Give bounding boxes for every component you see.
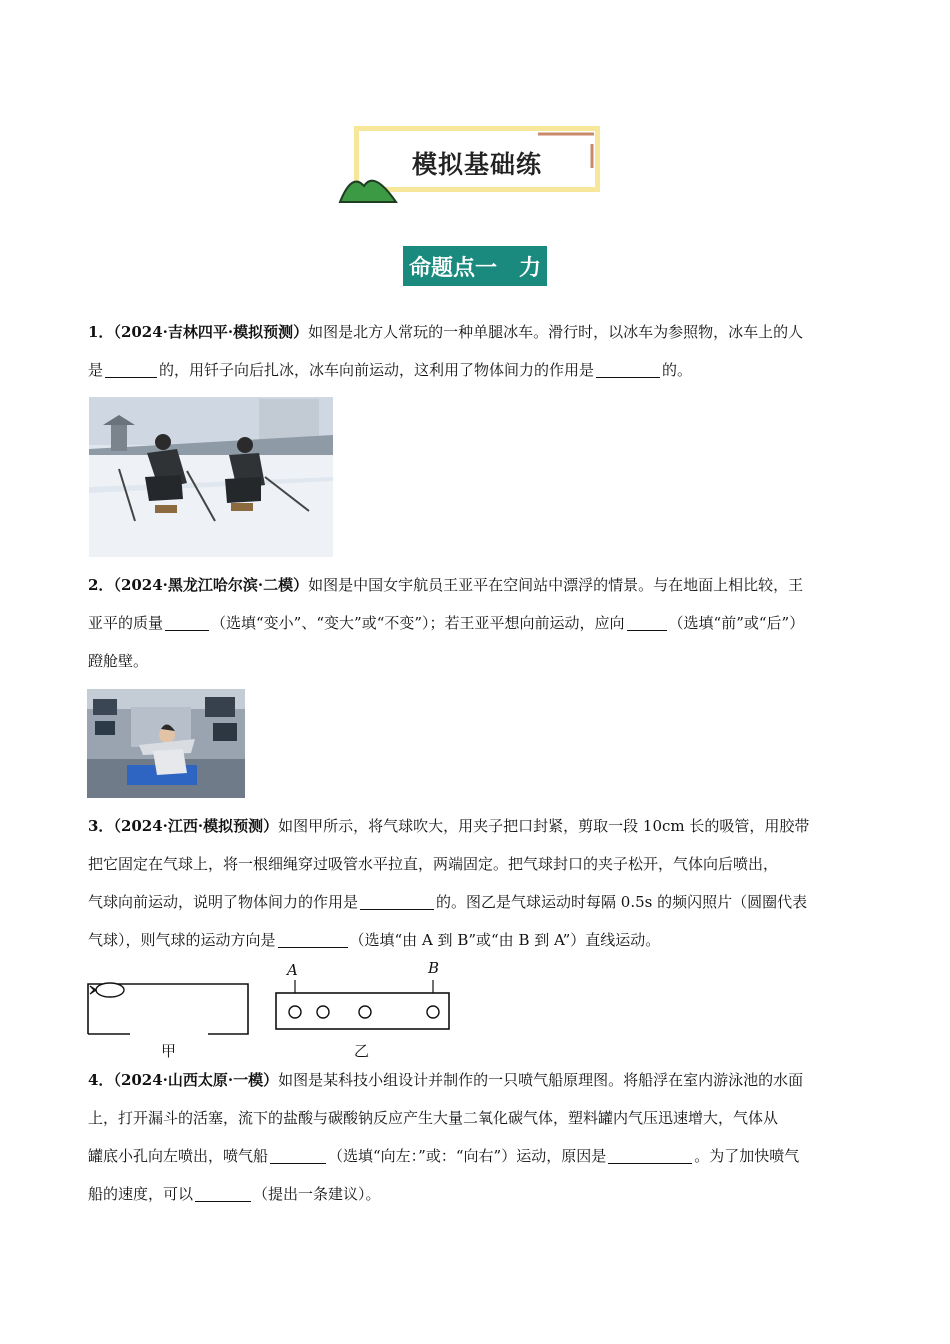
answer-blank[interactable] xyxy=(360,908,434,910)
q2-source: （2024·黑龙江哈尔滨·二模） xyxy=(113,576,309,594)
q2-text: （选填“变小”、“变大”或“不变”）；若王亚平想向前运动，应向 xyxy=(211,614,625,632)
q1-source: （2024·吉林四平·模拟预测） xyxy=(113,323,309,341)
q1-number: 1． xyxy=(88,323,114,341)
q2-text: （选填“前”或“后”） xyxy=(668,614,805,632)
q4-text: 如图是某科技小组设计并制作的一只喷气船原理图。将船浮在室内游泳池的水面 xyxy=(278,1071,804,1089)
figure-label-jia: 甲 xyxy=(161,1042,177,1060)
q1-text: 的。 xyxy=(662,361,693,379)
question-2 xyxy=(88,566,872,680)
q4-text: 罐底小孔向左喷出，喷气船 xyxy=(88,1147,269,1165)
ice-sled-photo xyxy=(89,397,333,557)
q3-text: 气球），则气球的运动方向是 xyxy=(88,931,276,949)
point-b-label: B xyxy=(428,959,440,977)
answer-blank[interactable] xyxy=(165,629,209,631)
q3-number: 3． xyxy=(88,817,114,835)
answer-blank[interactable] xyxy=(270,1162,326,1164)
figure-yi-strobe xyxy=(274,978,452,1032)
q2-text: 亚平的质量 xyxy=(88,614,164,632)
question-4 xyxy=(88,1061,872,1213)
question-3 xyxy=(88,807,872,959)
q1-text: 的，用钎子向后扎冰，冰车向前运动，这利用了物体间力的作用是 xyxy=(159,361,595,379)
q4-number: 4． xyxy=(88,1071,114,1089)
q4-text: 船的速度，可以 xyxy=(88,1185,194,1203)
figure-label-yi: 乙 xyxy=(354,1042,370,1060)
q3-source: （2024·江西·模拟预测） xyxy=(113,817,279,835)
q4-text: （提出一条建议）。 xyxy=(253,1185,381,1203)
q4-text: （选填“向左：”或：“向右”）运动，原因是 xyxy=(328,1147,607,1165)
answer-blank[interactable] xyxy=(195,1200,251,1202)
q1-text: 是 xyxy=(88,361,104,379)
point-a-label: A xyxy=(287,961,298,979)
q3-text: 如图甲所示，将气球吹大，用夹子把口封紧，剪取一段 10cm 长的吸管，用胶带 xyxy=(278,817,810,835)
q3-text: 气球向前运动，说明了物体间力的作用是 xyxy=(88,893,359,911)
space-station-photo xyxy=(87,689,245,798)
topic-label: 命题点一 xyxy=(408,255,497,281)
q3-text: （选填“由 A 到 B”或“由 B 到 A”）直线运动。 xyxy=(349,931,661,949)
q2-number: 2． xyxy=(88,576,114,594)
q1-text: 如图是北方人常玩的一种单腿冰车。滑行时，以冰车为参照物，冰车上的人 xyxy=(308,323,804,341)
q3-text: 的。图乙是气球运动时每隔 0.5s 的频闪照片（圆圈代表 xyxy=(436,893,808,911)
answer-blank[interactable] xyxy=(278,946,348,948)
topic-name: 力 xyxy=(519,255,542,281)
q4-text: 。为了加快喷气 xyxy=(694,1147,800,1165)
q2-text: 如图是中国女宇航员王亚平在空间站中漂浮的情景。与在地面上相比较，王 xyxy=(308,576,804,594)
q4-source: （2024·山西太原·一模） xyxy=(113,1071,279,1089)
answer-blank[interactable] xyxy=(608,1162,692,1164)
mountain-icon xyxy=(338,168,402,204)
answer-blank[interactable] xyxy=(596,376,660,378)
banner-deco-icon xyxy=(520,128,600,172)
section-title: 模拟基础练 xyxy=(411,150,542,179)
answer-blank[interactable] xyxy=(627,629,667,631)
q2-text: 蹬舱壁。 xyxy=(88,652,149,670)
q3-text: 把它固定在气球上，将一根细绳穿过吸管水平拉直，两端固定。把气球封口的夹子松开，气体向后喷出， xyxy=(88,855,779,873)
topic-header xyxy=(403,246,547,286)
q4-text: 上，打开漏斗的活塞，流下的盐酸与碳酸钠反应产生大量二氧化碳气体，塑料罐内气压迅速增大，气体从 xyxy=(88,1109,779,1127)
answer-blank[interactable] xyxy=(105,376,157,378)
question-1 xyxy=(88,313,872,389)
figure-jia-balloon xyxy=(86,982,252,1036)
